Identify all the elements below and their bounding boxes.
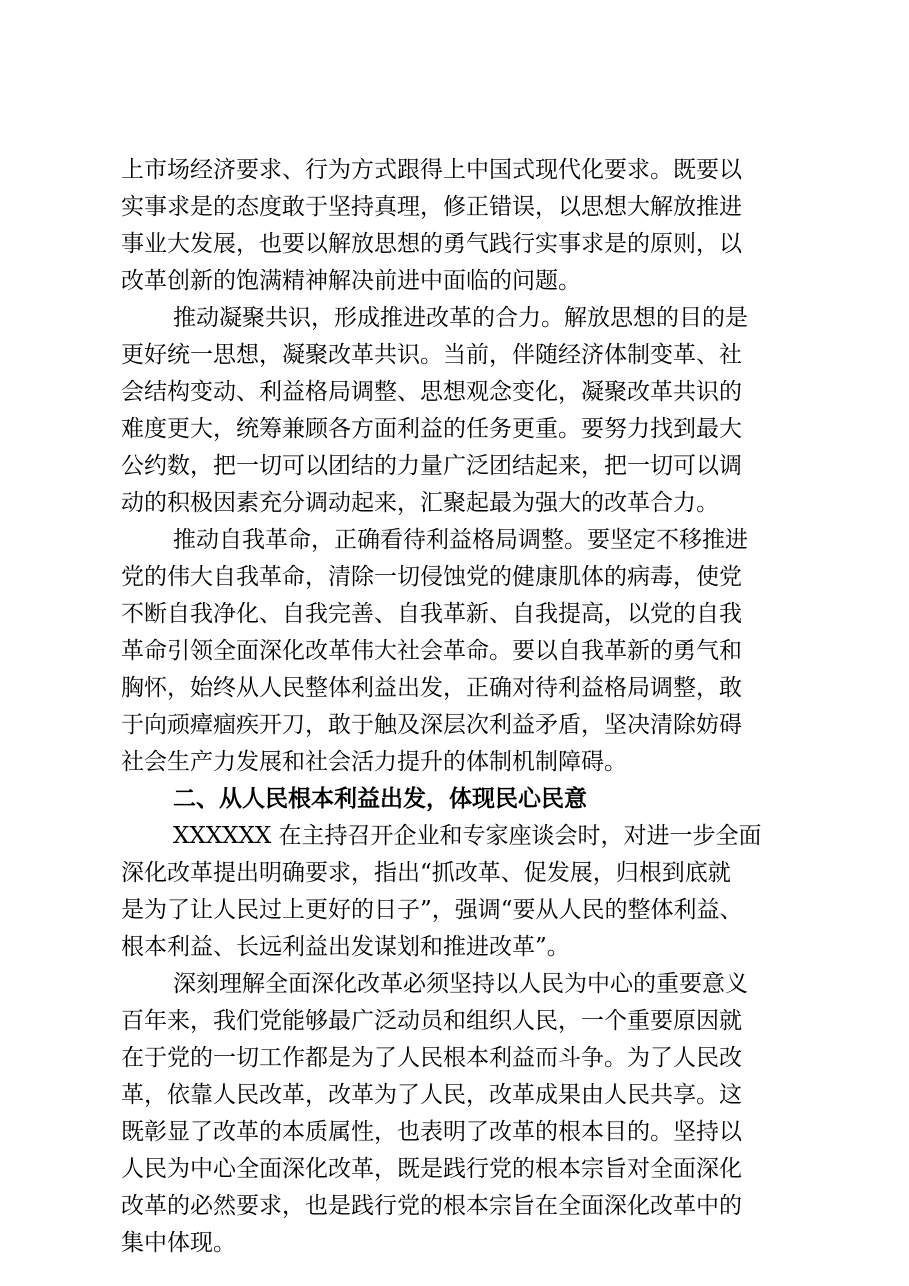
line-text: 深化改革提出明确要求，指出“抓改革、促发展，归根到底就 (121, 860, 731, 886)
text-line (0, 522, 909, 558)
text-line (0, 374, 909, 410)
text-line (0, 818, 909, 854)
text-line (0, 226, 909, 262)
line-text: 改革的必然要求，也是践行党的根本宗旨在全面深化改革中的 (121, 1193, 742, 1219)
text-line (0, 670, 909, 706)
line-text: 是为了让人民过上更好的日子”，强调“要从人民的整体利益、 (121, 897, 743, 923)
line-text: 上市场经济要求、行为方式跟得上中国式现代化要求。既要以 (121, 157, 742, 183)
text-line (0, 189, 909, 225)
text-line (0, 559, 909, 595)
line-text: XXXXXX 在主持召开企业和专家座谈会时，对进一步全面 (173, 823, 762, 849)
text-line (0, 1040, 909, 1076)
text-line (0, 263, 909, 299)
text-line (0, 596, 909, 632)
text-line (0, 1077, 909, 1113)
section-heading (0, 781, 909, 817)
line-text: 事业大发展，也要以解放思想的勇气践行实事求是的原则，以 (121, 231, 742, 257)
text-line (0, 337, 909, 373)
text-line (0, 855, 909, 891)
line-text: 推动凝聚共识，形成推进改革的合力。解放思想的目的是 (173, 305, 748, 331)
text-line (0, 152, 909, 188)
text-line (0, 929, 909, 965)
line-text: 会结构变动、利益格局调整、思想观念变化，凝聚改革共识的 (121, 379, 742, 405)
line-text: 不断自我净化、自我完善、自我革新、自我提高，以党的自我 (121, 601, 742, 627)
line-text: 根本利益、长远利益出发谋划和推进改革”。 (121, 934, 570, 960)
text-line (0, 1188, 909, 1224)
line-text: 胸怀，始终从人民整体利益出发，正确对待利益格局调整，敢 (121, 675, 742, 701)
line-text: 公约数，把一切可以团结的力量广泛团结起来，把一切可以调 (121, 453, 742, 479)
line-text: 党的伟大自我革命，清除一切侵蚀党的健康肌体的病毒，使党 (121, 564, 742, 590)
line-text: 推动自我革命，正确看待利益格局调整。要坚定不移推进 (173, 527, 748, 553)
line-text: 革，依靠人民改革，改革为了人民，改革成果由人民共享。这 (121, 1082, 742, 1108)
text-line (0, 892, 909, 928)
line-text: 在于党的一切工作都是为了人民根本利益而斗争。为了人民改 (121, 1045, 742, 1071)
heading-text: 二、从人民根本利益出发，体现民心民意 (173, 786, 587, 812)
text-line (0, 1003, 909, 1039)
line-text: 人民为中心全面深化改革，既是践行党的根本宗旨对全面深化 (121, 1156, 742, 1182)
line-text: 动的积极因素充分调动起来，汇聚起最为强大的改革合力。 (121, 490, 719, 516)
text-line (0, 633, 909, 669)
line-text: 百年来，我们党能够最广泛动员和组织人民，一个重要原因就 (121, 1008, 742, 1034)
text-line (0, 1225, 909, 1261)
text-line (0, 707, 909, 743)
line-text: 革命引领全面深化改革伟大社会革命。要以自我革新的勇气和 (121, 638, 742, 664)
text-line (0, 448, 909, 484)
line-text: 社会生产力发展和社会活力提升的体制机制障碍。 (121, 749, 627, 775)
text-line (0, 1114, 909, 1150)
text-line (0, 300, 909, 336)
line-text: 改革创新的饱满精神解决前进中面临的问题。 (121, 268, 581, 294)
line-text: 既彰显了改革的本质属性，也表明了改革的根本目的。坚持以 (121, 1119, 742, 1145)
line-text: 深刻理解全面深化改革必须坚持以人民为中心的重要意义 (173, 971, 748, 997)
line-text: 实事求是的态度敢于坚持真理，修正错误，以思想大解放推进 (121, 194, 742, 220)
text-line (0, 1151, 909, 1187)
text-line (0, 744, 909, 780)
line-text: 难度更大，统筹兼顾各方面利益的任务更重。要努力找到最大 (121, 416, 742, 442)
line-text: 集中体现。 (121, 1230, 236, 1256)
line-text: 更好统一思想，凝聚改革共识。当前，伴随经济体制变革、社 (121, 342, 742, 368)
text-line (0, 485, 909, 521)
line-text: 于向顽瘴痼疾开刀，敢于触及深层次利益矛盾，坚决清除妨碍 (121, 712, 742, 738)
text-line (0, 411, 909, 447)
text-line (0, 966, 909, 1002)
